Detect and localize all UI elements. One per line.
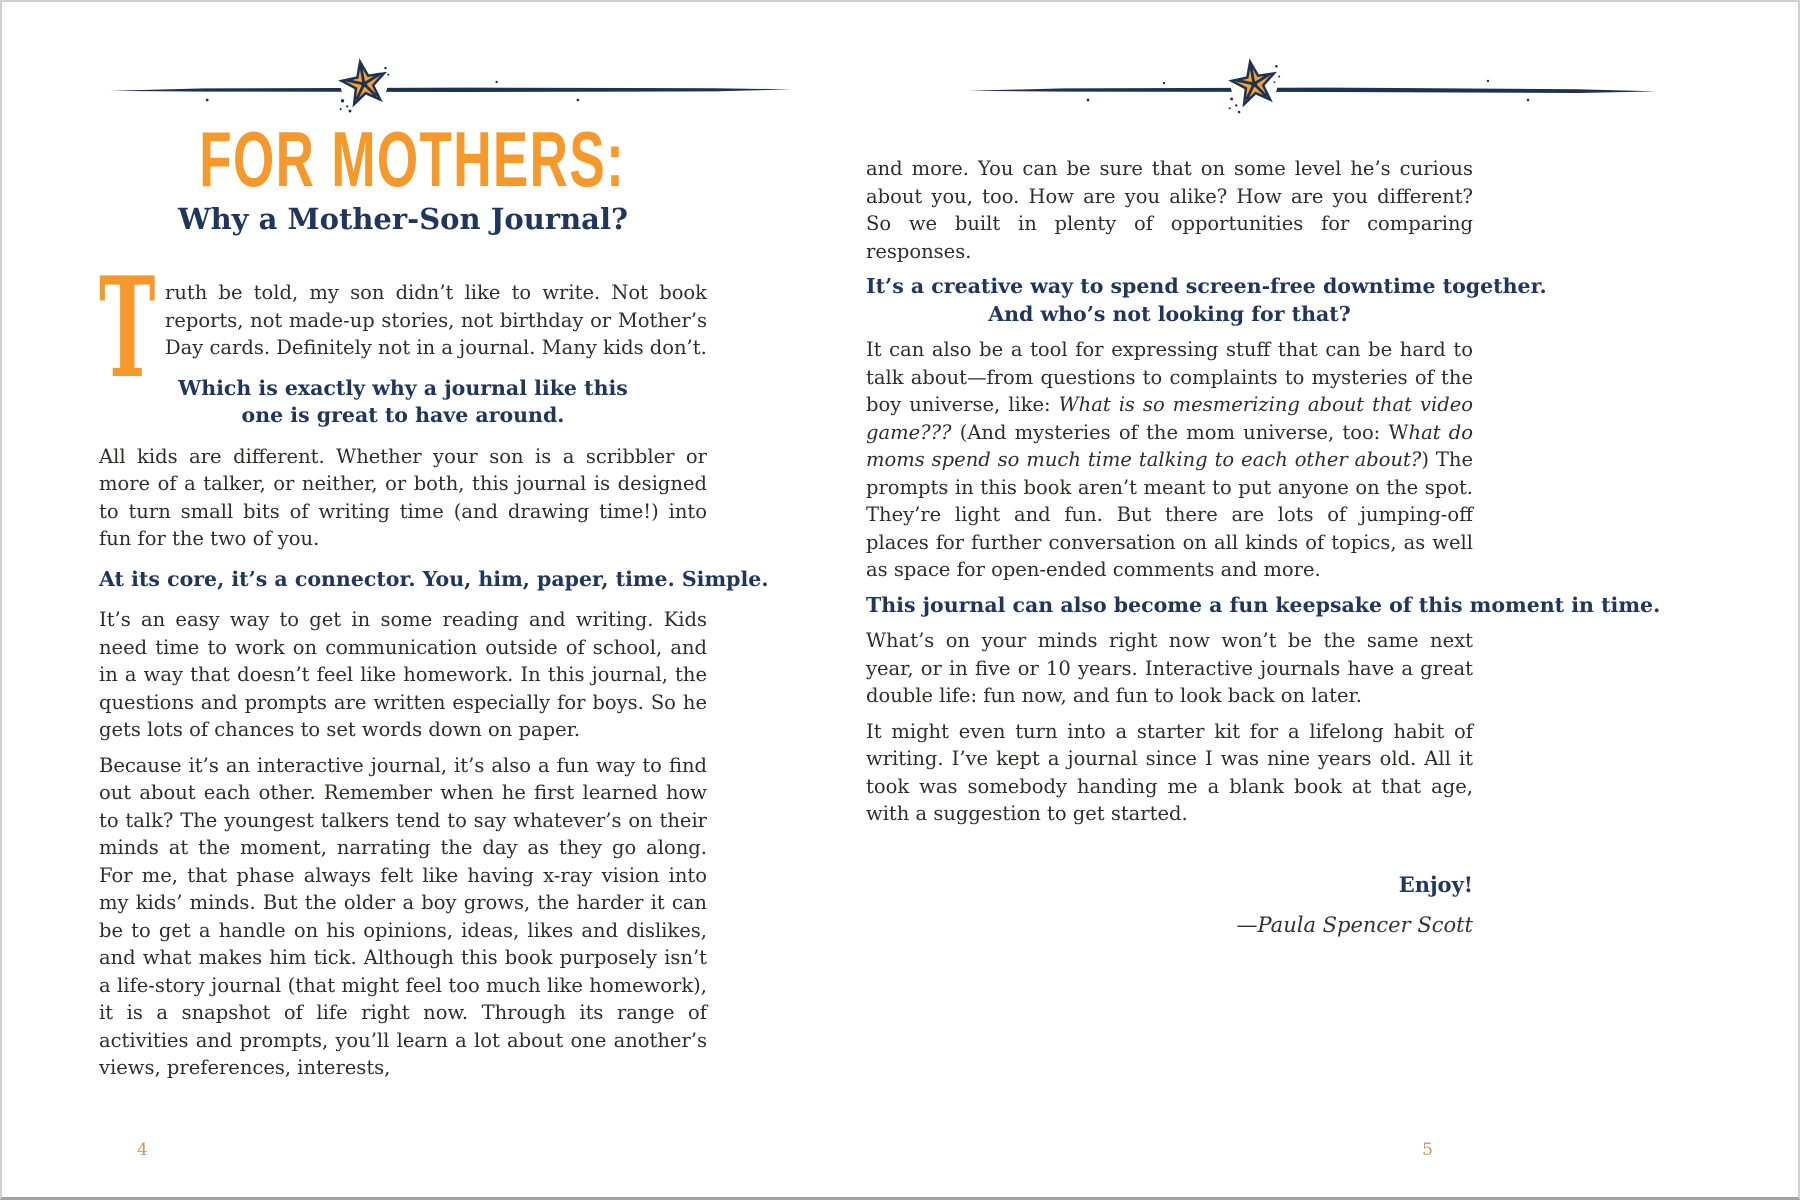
heading-line: At its core, it’s a connector. You, him, paper, time. Simple. [99, 566, 769, 591]
heading-line: one is great to have around. [241, 403, 565, 427]
page-number-right: 5 [1422, 1140, 1433, 1160]
body-paragraph: What’s on your minds right now won’t be the same next year, or in five or 10 years. Interactive journals have a great double life: fun now, and fun to look back on later. [866, 629, 1473, 707]
sign-off: Enjoy! [1398, 871, 1473, 897]
heading-line: And who’s not looking for that? [988, 301, 1351, 326]
right-page-body [866, 155, 1661, 937]
body-paragraph: Because it’s an interactive journal, it’s also a fun way to find out about each other. Remember when he first learned how to talk? The youngest talkers tend to say whatever’s on their minds at the moment, narrating the day as they go along. For me, that phase always felt like having x-ray vision into my kids’ minds. But the older a boy grows, the harder it can be to get a handle on his opinions, ideas, likes and dislikes, and what makes him tick. Although this book purposely isn’t a life-story journal (that might feel too much like homework), it is a snapshot of life right now. Through its range of activities and prompts, you’ll learn a lot about one another’s views, preferences, interests, [99, 753, 707, 1079]
heading-line: It’s a creative way to spend screen-free downtime together. [866, 274, 1547, 298]
paragraph-text: ruth be told, my son didn’t like to write. Not book reports, not made-up stories, not birthday or Mother’s Day cards. Definitely not in a journal. Many kids don’t. [165, 281, 707, 359]
left-page-body [99, 246, 769, 1090]
paragraph-text: It can also be a tool for expressing stuff that can be hard to talk about—from questions to complaints to mysteries of the boy universe, like: [866, 338, 1473, 416]
italic-phrase: hat do moms spend so much time talking to each other about? [866, 420, 1473, 471]
section-heading [866, 273, 1547, 328]
page-subtitle: Why a Mother-Son Journal? [178, 202, 628, 236]
section-heading [99, 566, 769, 594]
left-page [99, 2, 769, 1200]
body-paragraph: It might even turn into a starter kit for a lifelong habit of writing. I’ve kept a journal since I was nine years old. All it took was somebody handing me a blank book at that age, with a suggestion to get started. [866, 719, 1473, 825]
body-paragraph: and more. You can be sure that on some level he’s curious about you, too. How are you alike? How are you different? So we built in plenty of opportunities for comparing responses. [866, 157, 1473, 263]
heading-line: This journal can also become a fun keepsake of this moment in time. [866, 592, 1661, 617]
section-heading [866, 592, 1661, 620]
drop-cap: T [99, 246, 156, 409]
right-page [866, 2, 1661, 1200]
section-heading [99, 375, 707, 430]
author-signature: —Paula Spencer Scott [1236, 912, 1473, 937]
paragraph-text: (And mysteries of the mom universe, too: W [951, 420, 1409, 444]
heading-line: Which is exactly why a journal like this [178, 375, 628, 400]
page-title: FOR MOTHERS: [199, 115, 626, 203]
body-paragraph [866, 336, 1473, 584]
body-paragraph: It’s an easy way to get in some reading and writing. Kids need time to work on communication outside of school, and in a way that doesn’t feel like homework. In this journal, the questions and prompts are written especially for boys. So he gets lots of chances to set words down on paper. [99, 608, 707, 741]
page-number-left: 4 [137, 1140, 148, 1160]
body-paragraph: All kids are different. Whether your son is a scribbler or more of a talker, or neither, or both, this journal is designed to turn small bits of writing time (and drawing time!) into fun for the two of you. [99, 444, 707, 550]
paragraph-text: ) The prompts in this book aren’t meant to put anyone on the spot. They’re light and fun. But there are lots of jumping-off places for further conversation on all kinds of topics, as well as space for open-ended comments and more. [866, 448, 1473, 581]
italic-phrase: What is so mesmerizing about that video game??? [866, 393, 1473, 444]
